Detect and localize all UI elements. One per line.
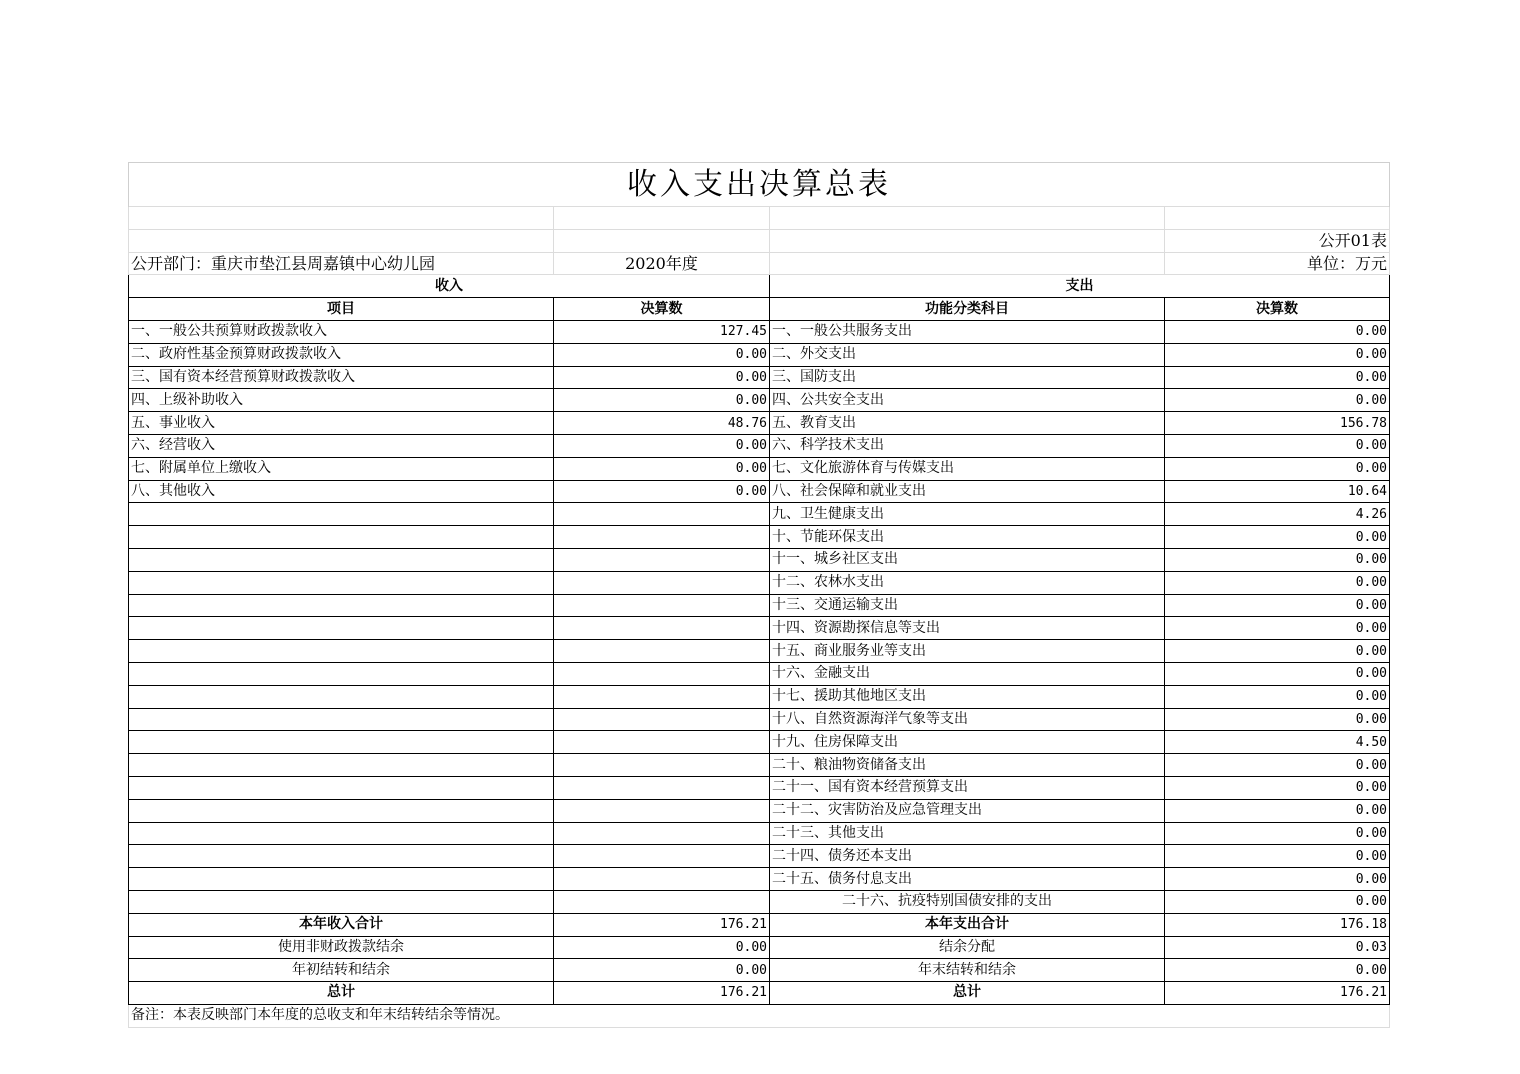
expense-item: 七、文化旅游体育与传媒支出 — [770, 457, 1165, 480]
income-amount — [554, 548, 770, 571]
table-row — [129, 366, 1390, 389]
income-amount: 48.76 — [554, 412, 770, 435]
expense-item: 十、节能环保支出 — [770, 526, 1165, 549]
table-row — [129, 845, 1390, 868]
summary-income-item: 总计 — [129, 982, 554, 1005]
table-row — [129, 822, 1390, 845]
income-item — [129, 799, 554, 822]
income-item — [129, 662, 554, 685]
income-amount — [554, 868, 770, 891]
summary-expense-item: 总计 — [770, 982, 1165, 1005]
income-item — [129, 526, 554, 549]
footnote: 备注：本表反映部门本年度的总收支和年末结转结余等情况。 — [129, 1004, 1390, 1027]
expense-item: 十一、城乡社区支出 — [770, 548, 1165, 571]
blank-cell — [1165, 207, 1390, 230]
page-title: 收入支出决算总表 — [129, 163, 1390, 207]
expense-item: 十七、援助其他地区支出 — [770, 685, 1165, 708]
income-amount — [554, 571, 770, 594]
expense-amount: 0.00 — [1165, 868, 1390, 891]
income-amount — [554, 754, 770, 777]
income-amount — [554, 526, 770, 549]
table-row — [129, 412, 1390, 435]
income-item: 七、附属单位上缴收入 — [129, 457, 554, 480]
blank-cell — [770, 252, 1165, 275]
income-amount — [554, 640, 770, 663]
income-amount — [554, 799, 770, 822]
summary-expense-item: 年末结转和结余 — [770, 959, 1165, 982]
expense-item: 二十四、债务还本支出 — [770, 845, 1165, 868]
income-amount — [554, 822, 770, 845]
table-row — [129, 457, 1390, 480]
note-row — [129, 1004, 1390, 1027]
column-header-function: 功能分类科目 — [770, 298, 1165, 321]
department-label: 公开部门：重庆市垫江县周嘉镇中心幼儿园 — [129, 252, 554, 275]
expense-amount: 10.64 — [1165, 480, 1390, 503]
expense-item: 十三、交通运输支出 — [770, 594, 1165, 617]
expense-amount: 0.00 — [1165, 708, 1390, 731]
income-item — [129, 708, 554, 731]
expense-amount: 0.00 — [1165, 890, 1390, 913]
income-amount — [554, 617, 770, 640]
summary-income-amount: 176.21 — [554, 913, 770, 936]
table-row — [129, 548, 1390, 571]
income-section-header: 收入 — [129, 275, 770, 298]
expense-item: 二十、粮油物资储备支出 — [770, 754, 1165, 777]
blank-cell — [770, 229, 1165, 252]
income-item — [129, 731, 554, 754]
table-row — [129, 434, 1390, 457]
table-row — [129, 526, 1390, 549]
income-item — [129, 754, 554, 777]
summary-expense-amount: 0.03 — [1165, 936, 1390, 959]
table-row — [129, 617, 1390, 640]
expense-item: 五、教育支出 — [770, 412, 1165, 435]
fiscal-year: 2020年度 — [554, 252, 770, 275]
income-amount: 0.00 — [554, 366, 770, 389]
income-item: 五、事业收入 — [129, 412, 554, 435]
expense-item: 二、外交支出 — [770, 343, 1165, 366]
income-item: 八、其他收入 — [129, 480, 554, 503]
expense-amount: 4.50 — [1165, 731, 1390, 754]
table-row — [129, 320, 1390, 343]
expense-amount: 0.00 — [1165, 320, 1390, 343]
expense-amount: 0.00 — [1165, 526, 1390, 549]
unit-label: 单位：万元 — [1165, 252, 1390, 275]
summary-income-amount: 0.00 — [554, 959, 770, 982]
expense-amount: 156.78 — [1165, 412, 1390, 435]
expense-amount: 0.00 — [1165, 685, 1390, 708]
income-amount: 0.00 — [554, 389, 770, 412]
income-amount — [554, 776, 770, 799]
summary-expense-amount: 176.21 — [1165, 982, 1390, 1005]
blank-cell — [554, 229, 770, 252]
expense-amount: 4.26 — [1165, 503, 1390, 526]
expense-item: 十五、商业服务业等支出 — [770, 640, 1165, 663]
table-row — [129, 799, 1390, 822]
income-amount — [554, 662, 770, 685]
expense-item: 九、卫生健康支出 — [770, 503, 1165, 526]
income-amount — [554, 503, 770, 526]
expense-amount: 0.00 — [1165, 457, 1390, 480]
income-item — [129, 594, 554, 617]
income-amount — [554, 708, 770, 731]
summary-income-item: 本年收入合计 — [129, 913, 554, 936]
table-row — [129, 640, 1390, 663]
summary-row — [129, 913, 1390, 936]
table-row — [129, 685, 1390, 708]
income-item: 三、国有资本经营预算财政拨款收入 — [129, 366, 554, 389]
expense-amount: 0.00 — [1165, 640, 1390, 663]
expense-item: 四、公共安全支出 — [770, 389, 1165, 412]
summary-income-item: 使用非财政拨款结余 — [129, 936, 554, 959]
expense-item: 二十六、抗疫特别国债安排的支出 — [770, 890, 1165, 913]
table-row — [129, 890, 1390, 913]
income-item: 一、一般公共预算财政拨款收入 — [129, 320, 554, 343]
summary-income-item: 年初结转和结余 — [129, 959, 554, 982]
expense-item: 十四、资源勘探信息等支出 — [770, 617, 1165, 640]
table-row — [129, 571, 1390, 594]
income-item — [129, 868, 554, 891]
income-amount — [554, 594, 770, 617]
income-item — [129, 617, 554, 640]
table-number: 公开01表 — [1165, 229, 1390, 252]
expense-item: 八、社会保障和就业支出 — [770, 480, 1165, 503]
expense-item: 二十五、债务付息支出 — [770, 868, 1165, 891]
expense-amount: 0.00 — [1165, 548, 1390, 571]
income-item: 四、上级补助收入 — [129, 389, 554, 412]
income-item — [129, 890, 554, 913]
income-item — [129, 571, 554, 594]
summary-expense-amount: 0.00 — [1165, 959, 1390, 982]
expense-amount: 0.00 — [1165, 434, 1390, 457]
summary-income-amount: 0.00 — [554, 936, 770, 959]
income-item: 六、经营收入 — [129, 434, 554, 457]
summary-expense-item: 结余分配 — [770, 936, 1165, 959]
expense-item: 一、一般公共服务支出 — [770, 320, 1165, 343]
expense-item: 二十一、国有资本经营预算支出 — [770, 776, 1165, 799]
summary-row — [129, 959, 1390, 982]
summary-income-amount: 176.21 — [554, 982, 770, 1005]
table-row — [129, 776, 1390, 799]
summary-expense-item: 本年支出合计 — [770, 913, 1165, 936]
blank-cell — [129, 229, 554, 252]
table-row — [129, 503, 1390, 526]
blank-cell — [554, 207, 770, 230]
expense-amount: 0.00 — [1165, 754, 1390, 777]
table-row — [129, 731, 1390, 754]
table-row — [129, 754, 1390, 777]
summary-row — [129, 982, 1390, 1005]
expense-item: 六、科学技术支出 — [770, 434, 1165, 457]
expense-amount: 0.00 — [1165, 822, 1390, 845]
income-amount — [554, 685, 770, 708]
summary-row — [129, 936, 1390, 959]
blank-cell — [129, 207, 554, 230]
income-amount: 0.00 — [554, 480, 770, 503]
expense-item: 三、国防支出 — [770, 366, 1165, 389]
income-amount — [554, 845, 770, 868]
expense-amount: 0.00 — [1165, 845, 1390, 868]
column-header-amount: 决算数 — [554, 298, 770, 321]
column-header-amount-2: 决算数 — [1165, 298, 1390, 321]
income-amount: 0.00 — [554, 343, 770, 366]
expense-amount: 0.00 — [1165, 366, 1390, 389]
income-item — [129, 685, 554, 708]
blank-cell — [770, 207, 1165, 230]
table-row — [129, 594, 1390, 617]
expense-amount: 0.00 — [1165, 389, 1390, 412]
column-header-item: 项目 — [129, 298, 554, 321]
table-row — [129, 662, 1390, 685]
table-row — [129, 389, 1390, 412]
expense-item: 十六、金融支出 — [770, 662, 1165, 685]
income-amount — [554, 731, 770, 754]
expense-item: 十八、自然资源海洋气象等支出 — [770, 708, 1165, 731]
income-amount: 127.45 — [554, 320, 770, 343]
income-amount — [554, 890, 770, 913]
expense-amount: 0.00 — [1165, 343, 1390, 366]
income-amount: 0.00 — [554, 457, 770, 480]
summary-expense-amount: 176.18 — [1165, 913, 1390, 936]
expense-amount: 0.00 — [1165, 799, 1390, 822]
income-item — [129, 822, 554, 845]
income-amount: 0.00 — [554, 434, 770, 457]
expense-amount: 0.00 — [1165, 594, 1390, 617]
income-item — [129, 845, 554, 868]
income-item — [129, 503, 554, 526]
expense-amount: 0.00 — [1165, 662, 1390, 685]
income-item — [129, 640, 554, 663]
income-item — [129, 776, 554, 799]
table-row — [129, 708, 1390, 731]
table-row — [129, 480, 1390, 503]
expense-section-header: 支出 — [770, 275, 1390, 298]
expense-amount: 0.00 — [1165, 776, 1390, 799]
expense-amount: 0.00 — [1165, 571, 1390, 594]
income-item — [129, 548, 554, 571]
expense-amount: 0.00 — [1165, 617, 1390, 640]
table-row — [129, 868, 1390, 891]
expense-item: 十九、住房保障支出 — [770, 731, 1165, 754]
table-row — [129, 343, 1390, 366]
expense-item: 二十三、其他支出 — [770, 822, 1165, 845]
final-accounts-table — [128, 162, 1390, 1028]
expense-item: 二十二、灾害防治及应急管理支出 — [770, 799, 1165, 822]
expense-item: 十二、农林水支出 — [770, 571, 1165, 594]
income-item: 二、政府性基金预算财政拨款收入 — [129, 343, 554, 366]
